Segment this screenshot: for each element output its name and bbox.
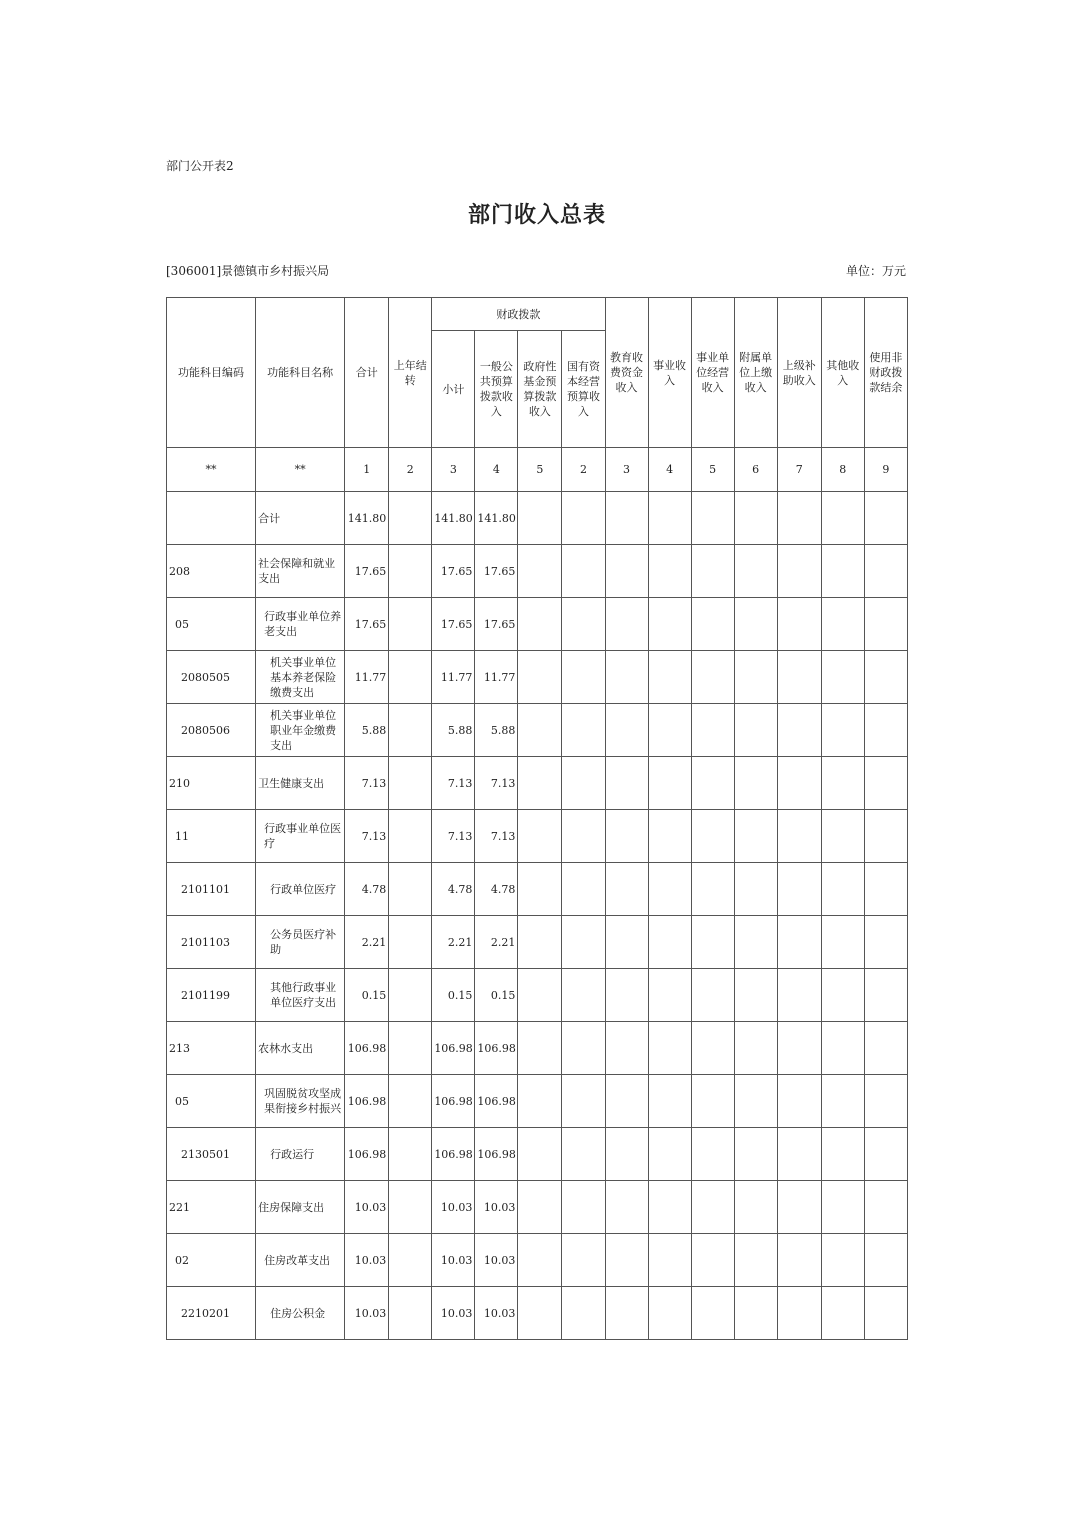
cell-state-capital: [562, 863, 605, 916]
cell-superior-subsidy: [777, 1022, 821, 1075]
table-row: [167, 863, 908, 916]
cell-carryover: [389, 1128, 432, 1181]
cell-subordinate: [734, 810, 777, 863]
cell-edu-fee: [605, 598, 648, 651]
cell-gov-fund: [518, 1181, 562, 1234]
col-header-subordinate: 附属单位上缴收入: [734, 298, 777, 448]
cell-subordinate: [734, 1287, 777, 1340]
cell-code: 2130501: [167, 1128, 256, 1181]
cell-gov-fund: [518, 1234, 562, 1287]
cell-carryover: [389, 969, 432, 1022]
cell-nonfiscal-balance: [864, 1234, 907, 1287]
index-cell: 5: [691, 448, 734, 492]
cell-edu-fee: [605, 492, 648, 545]
cell-business-income: [648, 1234, 691, 1287]
table-row: [167, 598, 908, 651]
cell-general-budget: 0.15: [475, 969, 518, 1022]
col-header-fiscal-group: 财政拨款: [432, 298, 605, 331]
cell-other-income: [821, 969, 864, 1022]
cell-nonfiscal-balance: [864, 1287, 907, 1340]
cell-code: 2101101: [167, 863, 256, 916]
cell-general-budget: 141.80: [475, 492, 518, 545]
index-cell: 6: [734, 448, 777, 492]
cell-general-budget: 106.98: [475, 1128, 518, 1181]
cell-state-capital: [562, 1075, 605, 1128]
cell-name: 机关事业单位职业年金缴费支出: [256, 704, 345, 757]
cell-name: 农林水支出: [256, 1022, 345, 1075]
cell-state-capital: [562, 545, 605, 598]
cell-gov-fund: [518, 1128, 562, 1181]
cell-subtotal: 7.13: [432, 810, 475, 863]
table-row: [167, 810, 908, 863]
cell-superior-subsidy: [777, 1234, 821, 1287]
cell-name: 卫生健康支出: [256, 757, 345, 810]
cell-business-income: [648, 1022, 691, 1075]
cell-subtotal: 106.98: [432, 1075, 475, 1128]
cell-code: 05: [167, 1075, 256, 1128]
cell-total: 7.13: [345, 757, 389, 810]
cell-subordinate: [734, 545, 777, 598]
cell-business-operation: [691, 1075, 734, 1128]
cell-business-operation: [691, 1181, 734, 1234]
cell-nonfiscal-balance: [864, 863, 907, 916]
cell-other-income: [821, 1234, 864, 1287]
cell-business-operation: [691, 545, 734, 598]
cell-gov-fund: [518, 704, 562, 757]
cell-other-income: [821, 810, 864, 863]
cell-carryover: [389, 1234, 432, 1287]
cell-name: 行政运行: [256, 1128, 345, 1181]
cell-general-budget: 106.98: [475, 1075, 518, 1128]
cell-superior-subsidy: [777, 704, 821, 757]
cell-total: 17.65: [345, 545, 389, 598]
cell-gov-fund: [518, 598, 562, 651]
cell-general-budget: 17.65: [475, 598, 518, 651]
index-cell: 2: [389, 448, 432, 492]
cell-superior-subsidy: [777, 1075, 821, 1128]
cell-name: 社会保障和就业支出: [256, 545, 345, 598]
index-cell: **: [167, 448, 256, 492]
table-row: [167, 1128, 908, 1181]
cell-state-capital: [562, 916, 605, 969]
cell-superior-subsidy: [777, 863, 821, 916]
cell-other-income: [821, 545, 864, 598]
table-row: [167, 492, 908, 545]
cell-business-operation: [691, 916, 734, 969]
table-body: [167, 492, 908, 1340]
cell-total: 11.77: [345, 651, 389, 704]
cell-code: 2210201: [167, 1287, 256, 1340]
cell-business-income: [648, 1128, 691, 1181]
col-header-edu-fee: 教育收费资金收入: [605, 298, 648, 448]
table-row: [167, 1234, 908, 1287]
cell-subordinate: [734, 651, 777, 704]
cell-edu-fee: [605, 757, 648, 810]
cell-subtotal: 10.03: [432, 1234, 475, 1287]
cell-edu-fee: [605, 1234, 648, 1287]
index-cell: 7: [777, 448, 821, 492]
cell-edu-fee: [605, 1022, 648, 1075]
cell-superior-subsidy: [777, 916, 821, 969]
cell-edu-fee: [605, 1075, 648, 1128]
col-header-total: 合计: [345, 298, 389, 448]
cell-business-income: [648, 757, 691, 810]
cell-state-capital: [562, 1234, 605, 1287]
cell-superior-subsidy: [777, 1287, 821, 1340]
table-row: [167, 1287, 908, 1340]
col-header-business-operation: 事业单位经营收入: [691, 298, 734, 448]
cell-code: 210: [167, 757, 256, 810]
cell-general-budget: 10.03: [475, 1181, 518, 1234]
cell-total: 106.98: [345, 1128, 389, 1181]
cell-business-operation: [691, 1022, 734, 1075]
cell-subtotal: 17.65: [432, 545, 475, 598]
cell-code: 2101199: [167, 969, 256, 1022]
cell-carryover: [389, 545, 432, 598]
index-cell: 3: [432, 448, 475, 492]
cell-total: 5.88: [345, 704, 389, 757]
cell-business-income: [648, 704, 691, 757]
cell-gov-fund: [518, 1075, 562, 1128]
cell-total: 0.15: [345, 969, 389, 1022]
cell-code: 213: [167, 1022, 256, 1075]
cell-subordinate: [734, 704, 777, 757]
cell-business-operation: [691, 757, 734, 810]
cell-subtotal: 106.98: [432, 1022, 475, 1075]
cell-subordinate: [734, 598, 777, 651]
cell-nonfiscal-balance: [864, 810, 907, 863]
cell-general-budget: 7.13: [475, 810, 518, 863]
cell-total: 10.03: [345, 1234, 389, 1287]
cell-code: 2080506: [167, 704, 256, 757]
cell-other-income: [821, 1181, 864, 1234]
cell-nonfiscal-balance: [864, 916, 907, 969]
table-row: [167, 545, 908, 598]
cell-total: 7.13: [345, 810, 389, 863]
cell-subtotal: 7.13: [432, 757, 475, 810]
cell-business-income: [648, 492, 691, 545]
cell-gov-fund: [518, 492, 562, 545]
cell-business-operation: [691, 704, 734, 757]
cell-code: [167, 492, 256, 545]
cell-other-income: [821, 863, 864, 916]
cell-nonfiscal-balance: [864, 757, 907, 810]
cell-general-budget: 5.88: [475, 704, 518, 757]
cell-carryover: [389, 492, 432, 545]
cell-gov-fund: [518, 757, 562, 810]
cell-name: 行政事业单位医疗: [256, 810, 345, 863]
cell-code: 2101103: [167, 916, 256, 969]
cell-superior-subsidy: [777, 1128, 821, 1181]
cell-carryover: [389, 916, 432, 969]
cell-other-income: [821, 1287, 864, 1340]
table-row: [167, 651, 908, 704]
cell-nonfiscal-balance: [864, 651, 907, 704]
cell-general-budget: 7.13: [475, 757, 518, 810]
cell-general-budget: 10.03: [475, 1234, 518, 1287]
cell-total: 2.21: [345, 916, 389, 969]
cell-subordinate: [734, 492, 777, 545]
cell-carryover: [389, 651, 432, 704]
cell-general-budget: 11.77: [475, 651, 518, 704]
cell-edu-fee: [605, 545, 648, 598]
table-row: [167, 1075, 908, 1128]
cell-subtotal: 106.98: [432, 1128, 475, 1181]
cell-nonfiscal-balance: [864, 1128, 907, 1181]
cell-superior-subsidy: [777, 757, 821, 810]
cell-other-income: [821, 704, 864, 757]
cell-superior-subsidy: [777, 598, 821, 651]
cell-code: 11: [167, 810, 256, 863]
cell-subtotal: 11.77: [432, 651, 475, 704]
cell-business-operation: [691, 969, 734, 1022]
cell-subtotal: 10.03: [432, 1181, 475, 1234]
cell-gov-fund: [518, 916, 562, 969]
cell-business-operation: [691, 1234, 734, 1287]
cell-superior-subsidy: [777, 1181, 821, 1234]
cell-carryover: [389, 1022, 432, 1075]
cell-business-operation: [691, 810, 734, 863]
cell-general-budget: 10.03: [475, 1287, 518, 1340]
table-row: [167, 1181, 908, 1234]
cell-gov-fund: [518, 651, 562, 704]
cell-gov-fund: [518, 1022, 562, 1075]
cell-business-income: [648, 1075, 691, 1128]
table-row: [167, 916, 908, 969]
cell-other-income: [821, 492, 864, 545]
cell-name: 机关事业单位基本养老保险缴费支出: [256, 651, 345, 704]
table-row: [167, 757, 908, 810]
cell-other-income: [821, 1022, 864, 1075]
cell-other-income: [821, 1128, 864, 1181]
cell-general-budget: 106.98: [475, 1022, 518, 1075]
cell-superior-subsidy: [777, 810, 821, 863]
cell-name: 行政单位医疗: [256, 863, 345, 916]
cell-name: 住房公积金: [256, 1287, 345, 1340]
col-header-other-income: 其他收入: [821, 298, 864, 448]
cell-name: 其他行政事业单位医疗支出: [256, 969, 345, 1022]
cell-gov-fund: [518, 810, 562, 863]
index-cell: **: [256, 448, 345, 492]
cell-edu-fee: [605, 1128, 648, 1181]
cell-name: 行政事业单位养老支出: [256, 598, 345, 651]
cell-edu-fee: [605, 863, 648, 916]
index-cell: 1: [345, 448, 389, 492]
cell-nonfiscal-balance: [864, 1075, 907, 1128]
col-header-state-capital: 国有资本经营预算收入: [562, 331, 605, 448]
table-row: [167, 704, 908, 757]
col-header-code: 功能科目编码: [167, 298, 256, 448]
cell-business-operation: [691, 651, 734, 704]
cell-total: 106.98: [345, 1075, 389, 1128]
cell-business-income: [648, 598, 691, 651]
cell-state-capital: [562, 969, 605, 1022]
cell-code: 221: [167, 1181, 256, 1234]
index-cell: 9: [864, 448, 907, 492]
cell-subordinate: [734, 757, 777, 810]
cell-subtotal: 5.88: [432, 704, 475, 757]
index-cell: 2: [562, 448, 605, 492]
cell-nonfiscal-balance: [864, 1022, 907, 1075]
cell-other-income: [821, 916, 864, 969]
cell-code: 208: [167, 545, 256, 598]
cell-subtotal: 4.78: [432, 863, 475, 916]
cell-code: 2080505: [167, 651, 256, 704]
cell-business-operation: [691, 863, 734, 916]
cell-general-budget: 17.65: [475, 545, 518, 598]
cell-other-income: [821, 1075, 864, 1128]
header-row-top: [167, 298, 908, 331]
cell-business-income: [648, 1287, 691, 1340]
col-header-nonfiscal-balance: 使用非财政拨款结余: [864, 298, 907, 448]
cell-carryover: [389, 810, 432, 863]
col-header-business-income: 事业收入: [648, 298, 691, 448]
cell-state-capital: [562, 1287, 605, 1340]
cell-subtotal: 17.65: [432, 598, 475, 651]
cell-state-capital: [562, 757, 605, 810]
cell-subordinate: [734, 1181, 777, 1234]
cell-total: 10.03: [345, 1287, 389, 1340]
cell-edu-fee: [605, 704, 648, 757]
cell-business-operation: [691, 1287, 734, 1340]
cell-carryover: [389, 704, 432, 757]
cell-total: 10.03: [345, 1181, 389, 1234]
cell-carryover: [389, 863, 432, 916]
cell-code: 02: [167, 1234, 256, 1287]
cell-state-capital: [562, 1022, 605, 1075]
cell-gov-fund: [518, 1287, 562, 1340]
cell-superior-subsidy: [777, 545, 821, 598]
index-cell: 5: [518, 448, 562, 492]
cell-nonfiscal-balance: [864, 598, 907, 651]
cell-subordinate: [734, 863, 777, 916]
cell-name: 住房保障支出: [256, 1181, 345, 1234]
cell-edu-fee: [605, 810, 648, 863]
cell-subordinate: [734, 916, 777, 969]
cell-superior-subsidy: [777, 492, 821, 545]
cell-subordinate: [734, 969, 777, 1022]
cell-gov-fund: [518, 545, 562, 598]
cell-state-capital: [562, 1181, 605, 1234]
cell-carryover: [389, 1287, 432, 1340]
cell-name: 公务员医疗补助: [256, 916, 345, 969]
cell-state-capital: [562, 598, 605, 651]
cell-name: 住房改革支出: [256, 1234, 345, 1287]
col-header-gov-fund: 政府性基金预算拨款收入: [518, 331, 562, 448]
cell-nonfiscal-balance: [864, 704, 907, 757]
cell-carryover: [389, 598, 432, 651]
page-title: 部门收入总表: [467, 202, 606, 228]
cell-name: 巩固脱贫攻坚成果衔接乡村振兴: [256, 1075, 345, 1128]
cell-subordinate: [734, 1022, 777, 1075]
cell-edu-fee: [605, 916, 648, 969]
col-header-carryover: 上年结转: [389, 298, 432, 448]
cell-gov-fund: [518, 863, 562, 916]
page-tag: 部门公开表2: [166, 159, 234, 173]
table-row: [167, 1022, 908, 1075]
cell-name: 合计: [256, 492, 345, 545]
cell-other-income: [821, 757, 864, 810]
col-header-superior-subsidy: 上级补助收入: [777, 298, 821, 448]
cell-other-income: [821, 598, 864, 651]
cell-state-capital: [562, 1128, 605, 1181]
cell-subtotal: 141.80: [432, 492, 475, 545]
cell-business-operation: [691, 492, 734, 545]
col-header-general-budget: 一般公共预算拨款收入: [475, 331, 518, 448]
cell-nonfiscal-balance: [864, 969, 907, 1022]
table-row: [167, 969, 908, 1022]
cell-other-income: [821, 651, 864, 704]
cell-subtotal: 0.15: [432, 969, 475, 1022]
col-header-name: 功能科目名称: [256, 298, 345, 448]
index-cell: 4: [475, 448, 518, 492]
cell-business-income: [648, 810, 691, 863]
index-cell: 8: [821, 448, 864, 492]
cell-business-income: [648, 969, 691, 1022]
cell-business-operation: [691, 1128, 734, 1181]
cell-state-capital: [562, 651, 605, 704]
cell-subtotal: 2.21: [432, 916, 475, 969]
cell-superior-subsidy: [777, 651, 821, 704]
cell-edu-fee: [605, 651, 648, 704]
cell-subordinate: [734, 1075, 777, 1128]
cell-state-capital: [562, 810, 605, 863]
cell-business-income: [648, 916, 691, 969]
cell-edu-fee: [605, 1287, 648, 1340]
col-header-subtotal: 小计: [432, 331, 475, 448]
cell-state-capital: [562, 704, 605, 757]
cell-carryover: [389, 1181, 432, 1234]
cell-edu-fee: [605, 969, 648, 1022]
cell-business-income: [648, 545, 691, 598]
index-row: [167, 448, 908, 492]
cell-state-capital: [562, 492, 605, 545]
cell-total: 106.98: [345, 1022, 389, 1075]
unit-label: 单位：万元: [845, 264, 906, 278]
cell-total: 4.78: [345, 863, 389, 916]
cell-business-income: [648, 863, 691, 916]
cell-business-income: [648, 651, 691, 704]
department-name: [306001]景德镇市乡村振兴局: [166, 264, 330, 278]
cell-edu-fee: [605, 1181, 648, 1234]
cell-total: 141.80: [345, 492, 389, 545]
cell-business-operation: [691, 598, 734, 651]
income-summary-table: [166, 297, 908, 1340]
cell-total: 17.65: [345, 598, 389, 651]
cell-nonfiscal-balance: [864, 545, 907, 598]
cell-nonfiscal-balance: [864, 1181, 907, 1234]
cell-subordinate: [734, 1128, 777, 1181]
cell-gov-fund: [518, 969, 562, 1022]
cell-subordinate: [734, 1234, 777, 1287]
cell-carryover: [389, 757, 432, 810]
cell-superior-subsidy: [777, 969, 821, 1022]
cell-general-budget: 2.21: [475, 916, 518, 969]
cell-carryover: [389, 1075, 432, 1128]
index-cell: 3: [605, 448, 648, 492]
cell-code: 05: [167, 598, 256, 651]
cell-business-income: [648, 1181, 691, 1234]
cell-general-budget: 4.78: [475, 863, 518, 916]
cell-subtotal: 10.03: [432, 1287, 475, 1340]
index-cell: 4: [648, 448, 691, 492]
cell-nonfiscal-balance: [864, 492, 907, 545]
